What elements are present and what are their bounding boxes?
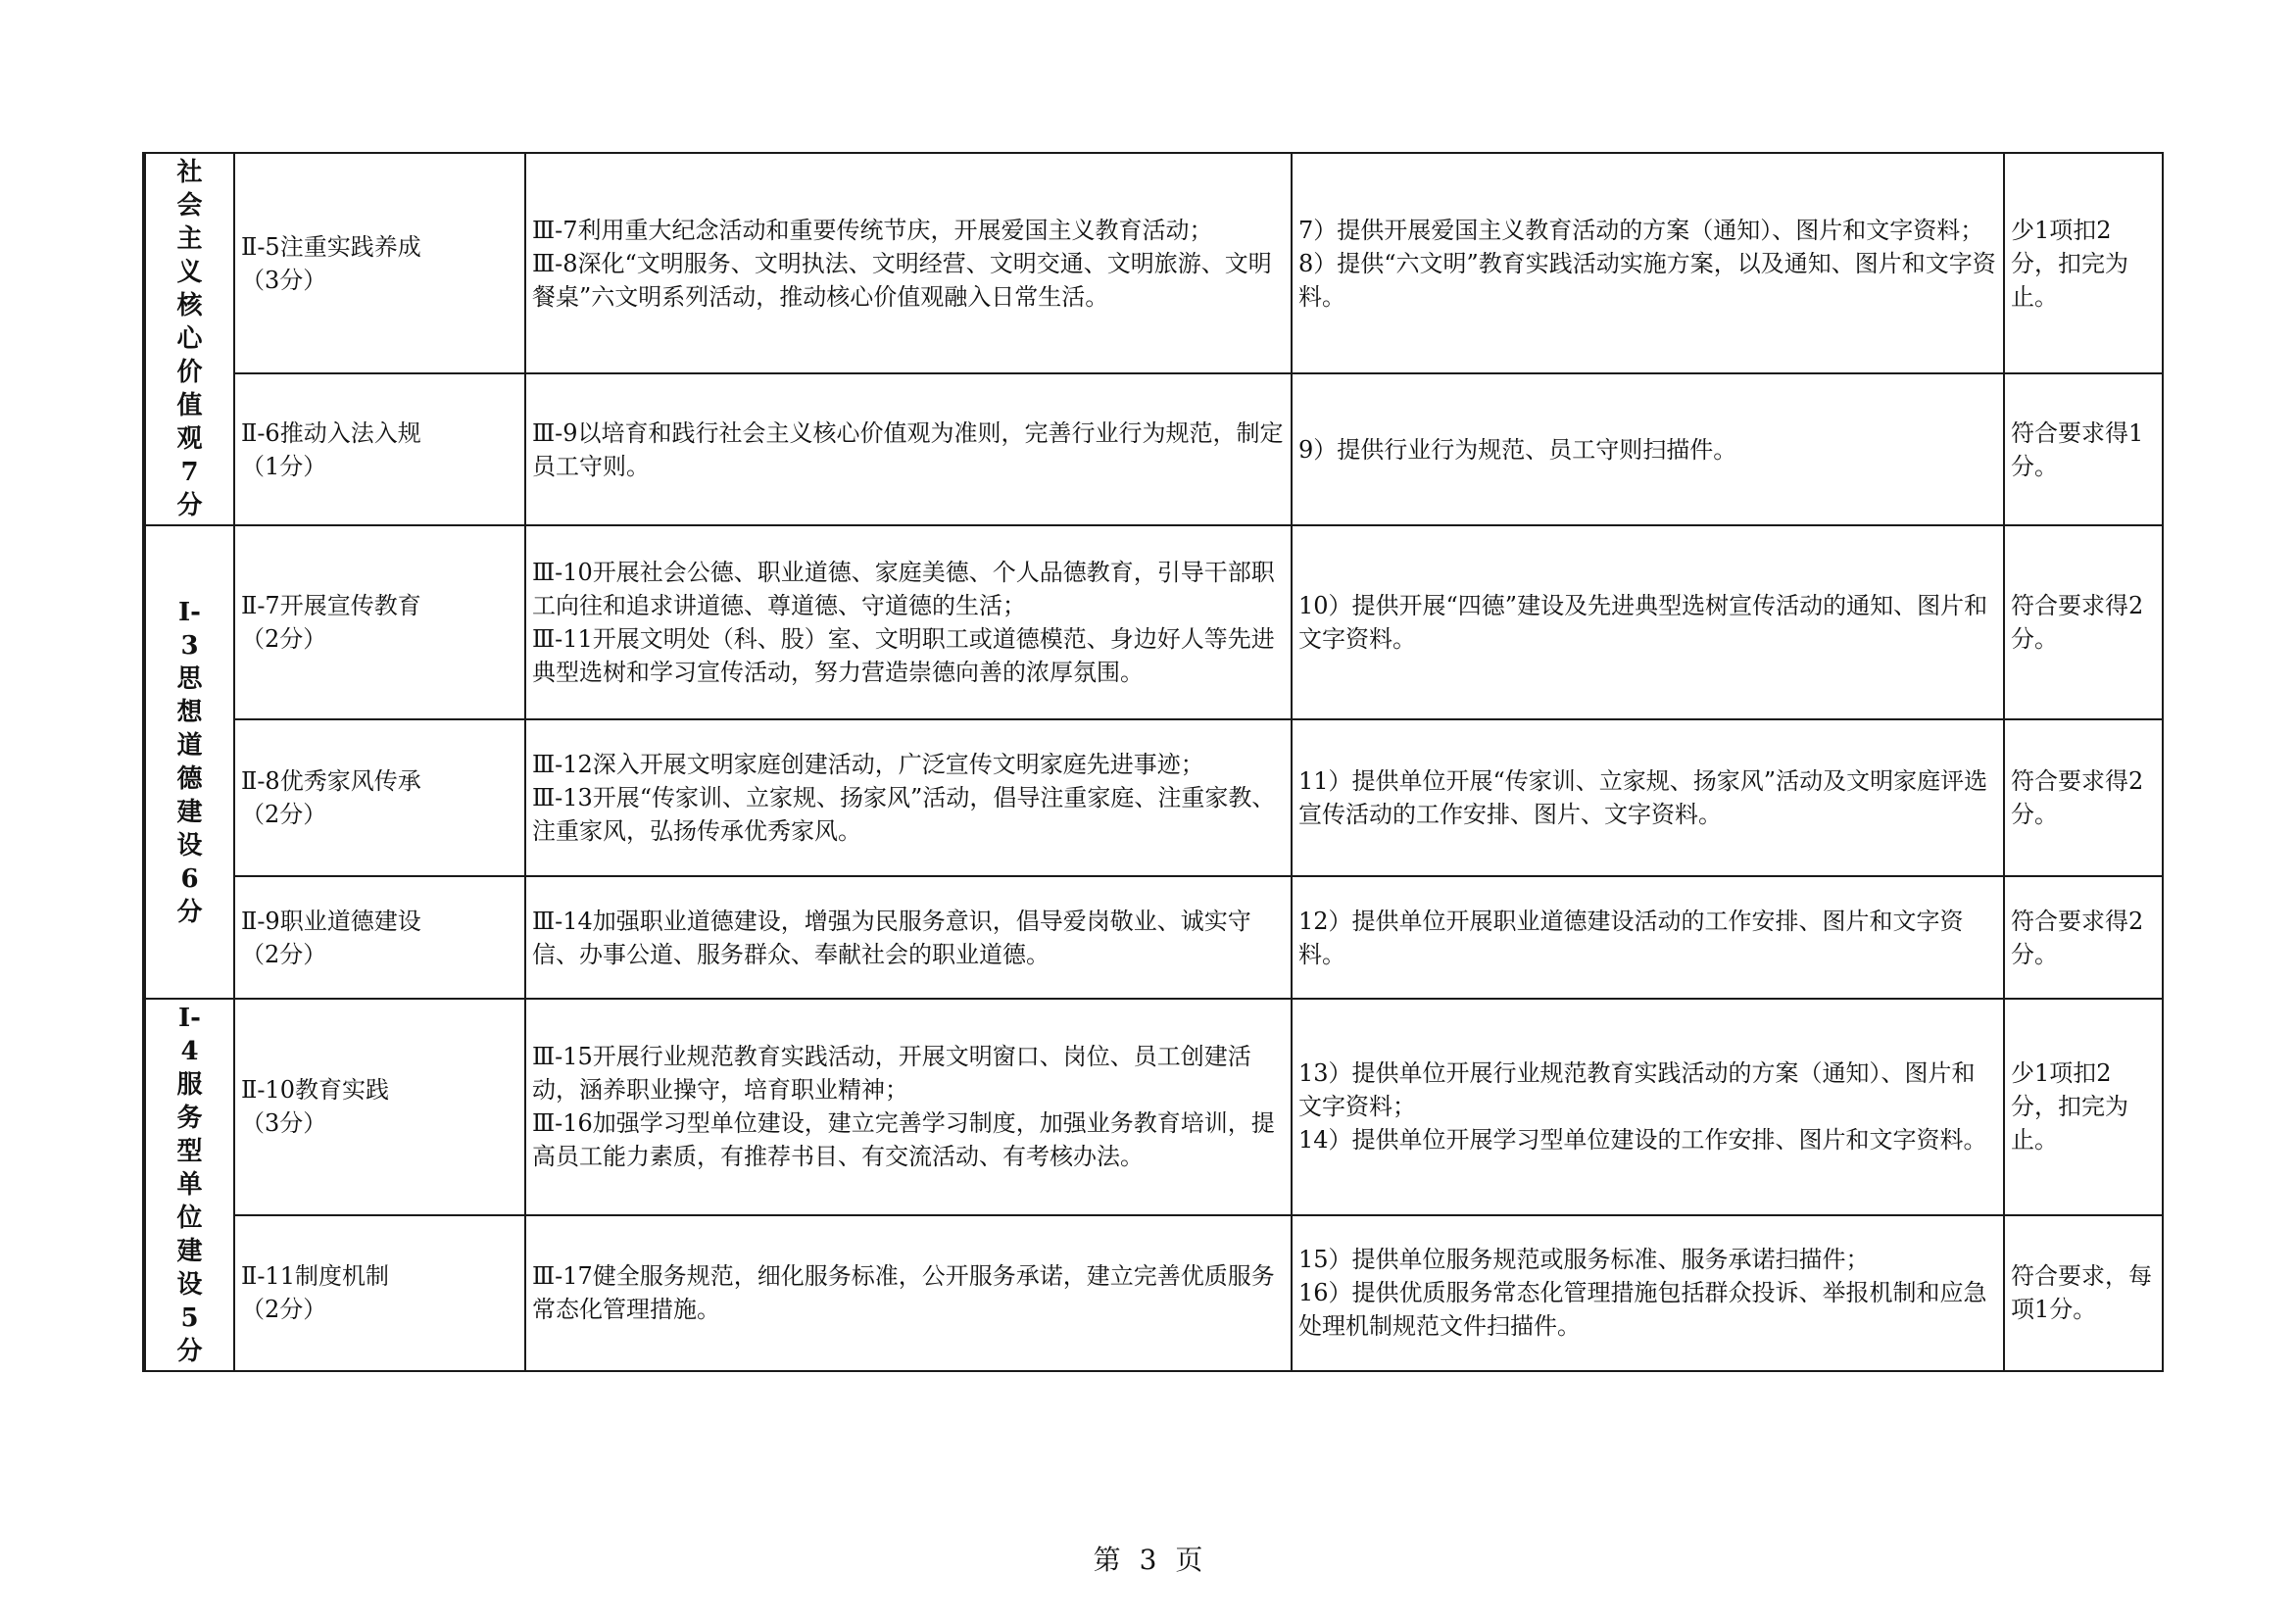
criterion-name: Ⅱ-10教育实践: [241, 1076, 389, 1105]
table-row: [144, 876, 2163, 999]
criterion-points: （2分）: [241, 801, 327, 828]
criterion-cell: [234, 373, 525, 525]
requirements-cell: [525, 1215, 1292, 1371]
scoring-rule: 符合要求得2分。: [2011, 767, 2144, 828]
criterion-name: Ⅱ-5注重实践养成: [241, 232, 421, 261]
table-row: [144, 373, 2163, 525]
criterion-name: Ⅱ-7开展宣传教育: [241, 592, 421, 619]
criterion-points: （3分）: [241, 266, 327, 294]
requirement-item: Ⅲ-16加强学习型单位建设，建立完善学习制度，加强业务教育培训，提高员工能力素质，有推荐书目、有交流活动、有考核办法。: [532, 1109, 1275, 1171]
criterion-cell: [234, 999, 525, 1215]
table-row: [144, 1215, 2163, 1371]
criterion-name: Ⅱ-6推动入法入规: [241, 418, 421, 447]
material-item: 10）提供开展“四德”建设及先进典型选树宣传活动的通知、图片和文字资料。: [1298, 592, 1988, 653]
category-cell: [144, 525, 234, 999]
requirement-item: Ⅲ-7利用重大纪念活动和重要传统节庆，开展爱国主义教育活动；: [532, 216, 1213, 244]
requirements-cell: [525, 373, 1292, 525]
requirements-cell: [525, 525, 1292, 719]
material-item: 7）提供开展爱国主义教育活动的方案（通知）、图片和文字资料；: [1298, 216, 1984, 244]
requirement-item: Ⅲ-9以培育和践行社会主义核心价值观为准则，完善行业行为规范，制定员工守则。: [532, 418, 1284, 480]
scoring-cell: [2004, 999, 2163, 1215]
criterion-points: （3分）: [241, 1109, 327, 1138]
criterion-name: Ⅱ-8优秀家风传承: [241, 767, 421, 795]
requirement-item: Ⅲ-12深入开展文明家庭创建活动，广泛宣传文明家庭先进事迹；: [532, 751, 1204, 778]
requirement-item: Ⅲ-13开展“传家训、立家规、扬家风”活动，倡导注重家庭、注重家教、注重家风，弘扬传承优秀家风。: [532, 784, 1276, 845]
materials-cell: [1292, 525, 2004, 719]
requirement-item: Ⅲ-8深化“文明服务、文明执法、文明经营、文明交通、文明旅游、文明餐桌”六文明系列活动，推动核心价值观融入日常生活。: [532, 249, 1272, 311]
material-item: 8）提供“六文明”教育实践活动实施方案，以及通知、图片和文字资料。: [1298, 249, 1996, 311]
materials-cell: [1292, 373, 2004, 525]
table-row: [144, 153, 2163, 373]
scoring-cell: [2004, 1215, 2163, 1371]
materials-cell: [1292, 153, 2004, 373]
scoring-cell: [2004, 373, 2163, 525]
page-prefix: 第: [1093, 1544, 1121, 1576]
requirement-item: Ⅲ-17健全服务规范，细化服务标准，公开服务承诺，建立完善优质服务常态化管理措施。: [532, 1262, 1275, 1324]
criterion-cell: [234, 525, 525, 719]
page-suffix: 页: [1175, 1544, 1203, 1576]
scoring-cell: [2004, 719, 2163, 876]
criterion-points: （1分）: [241, 452, 327, 480]
table-row: [144, 999, 2163, 1215]
requirement-item: Ⅲ-10开展社会公德、职业道德、家庭美德、个人品德教育，引导干部职工向往和追求讲道德、尊道德、守道德的生活；: [532, 559, 1275, 619]
scoring-rule: 少1项扣2分，扣完为止。: [2011, 216, 2128, 311]
criterion-name: Ⅱ-11制度机制: [241, 1262, 389, 1291]
materials-cell: [1292, 719, 2004, 876]
category-label: Ⅰ-3思想道德建设6分: [176, 597, 203, 927]
evaluation-table: [142, 152, 2164, 1372]
category-cell: [144, 153, 234, 525]
scoring-cell: [2004, 525, 2163, 719]
scoring-cell: [2004, 876, 2163, 999]
category-label: Ⅰ-4服务型单位建设5分: [176, 1004, 203, 1366]
scoring-rule: 符合要求，每项1分。: [2011, 1262, 2152, 1324]
scoring-rule: 符合要求得1分。: [2011, 418, 2144, 480]
material-item: 16）提供优质服务常态化管理措施包括群众投诉、举报机制和应急处理机制规范文件扫描件。: [1298, 1279, 1987, 1341]
requirement-item: Ⅲ-15开展行业规范教育实践活动，开展文明窗口、岗位、员工创建活动，涵养职业操守，培育职业精神；: [532, 1043, 1251, 1105]
material-item: 12）提供单位开展职业道德建设活动的工作安排、图片和文字资料。: [1298, 907, 1964, 968]
table-row: [144, 719, 2163, 876]
material-item: 11）提供单位开展“传家训、立家规、扬家风”活动及文明家庭评选宣传活动的工作安排、图片、文字资料。: [1298, 767, 1988, 828]
materials-cell: [1292, 876, 2004, 999]
scoring-rule: 符合要求得2分。: [2011, 907, 2144, 968]
requirement-item: Ⅲ-14加强职业道德建设，增强为民服务意识，倡导爱岗敬业、诚实守信、办事公道、服务群众、奉献社会的职业道德。: [532, 907, 1251, 968]
requirements-cell: [525, 999, 1292, 1215]
table-row: [144, 525, 2163, 719]
category-label: 社会主义核心价值观7分: [176, 158, 203, 520]
scoring-rule: 符合要求得2分。: [2011, 592, 2144, 653]
material-item: 9）提供行业行为规范、员工守则扫描件。: [1298, 435, 1737, 464]
scoring-rule: 少1项扣2分，扣完为止。: [2011, 1059, 2128, 1155]
criterion-cell: [234, 719, 525, 876]
material-item: 13）提供单位开展行业规范教育实践活动的方案（通知）、图片和文字资料；: [1298, 1059, 1976, 1121]
requirements-cell: [525, 876, 1292, 999]
criterion-cell: [234, 876, 525, 999]
page-number: 3: [1139, 1544, 1157, 1576]
materials-cell: [1292, 1215, 2004, 1371]
material-item: 15）提供单位服务规范或服务标准、服务承诺扫描件；: [1298, 1246, 1870, 1274]
page-footer: [0, 1539, 2296, 1578]
requirements-cell: [525, 719, 1292, 876]
material-item: 14）提供单位开展学习型单位建设的工作安排、图片和文字资料。: [1298, 1126, 1987, 1155]
criterion-points: （2分）: [241, 625, 327, 653]
requirement-item: Ⅲ-11开展文明处（科、股）室、文明职工或道德模范、身边好人等先进典型选树和学习宣传活动，努力营造崇德向善的浓厚氛围。: [532, 625, 1275, 686]
materials-cell: [1292, 999, 2004, 1215]
criterion-points: （2分）: [241, 1296, 327, 1324]
requirements-cell: [525, 153, 1292, 373]
criterion-cell: [234, 153, 525, 373]
criterion-name: Ⅱ-9职业道德建设: [241, 907, 421, 935]
criterion-points: （2分）: [241, 940, 327, 968]
criterion-cell: [234, 1215, 525, 1371]
scoring-cell: [2004, 153, 2163, 373]
category-cell: [144, 999, 234, 1371]
